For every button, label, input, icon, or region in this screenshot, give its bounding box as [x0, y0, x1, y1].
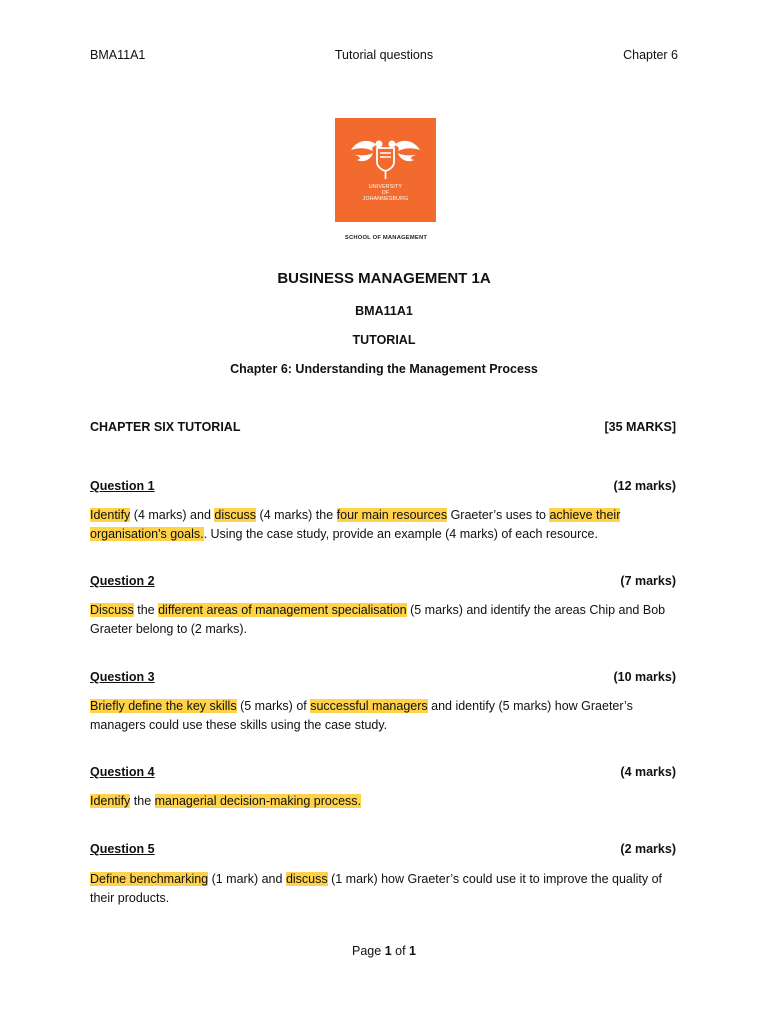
- question-4-text: [90, 792, 680, 811]
- highlight: discuss: [285, 872, 328, 886]
- question-label: Question 3: [90, 670, 155, 684]
- logo-line-johannesburg: JOHANNESBURG: [362, 196, 409, 202]
- highlight: achieve their organisation's goals.: [90, 508, 621, 541]
- highlight: Discuss: [90, 603, 134, 617]
- section-marks: [35 MARKS]: [604, 420, 676, 434]
- document-title: BUSINESS MANAGEMENT 1A: [277, 270, 491, 287]
- course-code: BMA11A1: [355, 304, 413, 318]
- text-run: . Using the case study, provide an example (4 marks) of each resource.: [203, 527, 598, 541]
- footer-prefix: Page: [352, 944, 385, 958]
- question-marks: (4 marks): [620, 765, 676, 779]
- chapter-title: Chapter 6: Understanding the Management Process: [230, 362, 538, 376]
- highlight: Identify: [90, 794, 131, 808]
- highlight: Identify: [90, 508, 131, 522]
- question-3-text: [90, 697, 680, 735]
- header-center: Tutorial questions: [334, 48, 434, 62]
- text-run: (1 mark) and: [208, 872, 286, 886]
- highlight: different areas of management specialisation: [158, 603, 407, 617]
- question-label: Question 4: [90, 765, 155, 779]
- question-label: Question 5: [90, 842, 155, 856]
- page-number: 1: [384, 944, 392, 958]
- question-label: Question 1: [90, 479, 155, 493]
- logo-line-of: OF: [381, 190, 390, 196]
- question-2-text: [90, 601, 680, 639]
- highlight: four main resources: [336, 508, 448, 522]
- highlight: managerial decision-making process.: [154, 794, 361, 808]
- crest-icon: [349, 136, 422, 180]
- logo-box: [335, 118, 436, 222]
- tutorial-label: TUTORIAL: [352, 333, 416, 347]
- text-run: (4 marks) and: [130, 508, 215, 522]
- page-total: 1: [409, 944, 416, 958]
- text-run: (1 mark) how Graeter’s could use it to improve the quality of their products.: [90, 872, 663, 905]
- question-marks: (7 marks): [620, 574, 676, 588]
- highlight: Define benchmarking: [90, 872, 209, 886]
- header-left: BMA11A1: [90, 48, 146, 62]
- question-5-text: [90, 870, 680, 908]
- footer-of: of: [391, 944, 410, 958]
- page-footer: [0, 944, 768, 958]
- question-marks: (12 marks): [613, 479, 676, 493]
- text-run: (5 marks) and identify the areas Chip and Bob Graeter belong to (2 marks).: [90, 603, 666, 636]
- section-title: CHAPTER SIX TUTORIAL: [90, 420, 241, 434]
- header-right: Chapter 6: [623, 48, 678, 62]
- question-marks: (10 marks): [613, 670, 676, 684]
- logo-line-university: UNIVERSITY: [368, 184, 403, 190]
- highlight: discuss: [214, 508, 257, 522]
- text-run: (4 marks) the: [256, 508, 337, 522]
- question-label: Question 2: [90, 574, 155, 588]
- highlight: successful managers: [310, 699, 428, 713]
- logo-text: [335, 184, 436, 202]
- text-run: the: [130, 794, 155, 808]
- text-run: and identify (5 marks) how Graeter’s managers could use these skills using the case study.: [90, 699, 633, 732]
- question-1-text: [90, 506, 680, 544]
- logo-subtitle: SCHOOL OF MANAGEMENT: [344, 235, 428, 241]
- text-run: (5 marks) of: [236, 699, 311, 713]
- highlight: Briefly define the key skills: [90, 699, 237, 713]
- university-logo: [335, 118, 436, 241]
- text-run: Graeter’s uses to: [447, 508, 550, 522]
- text-run: the: [133, 603, 159, 617]
- question-marks: (2 marks): [620, 842, 676, 856]
